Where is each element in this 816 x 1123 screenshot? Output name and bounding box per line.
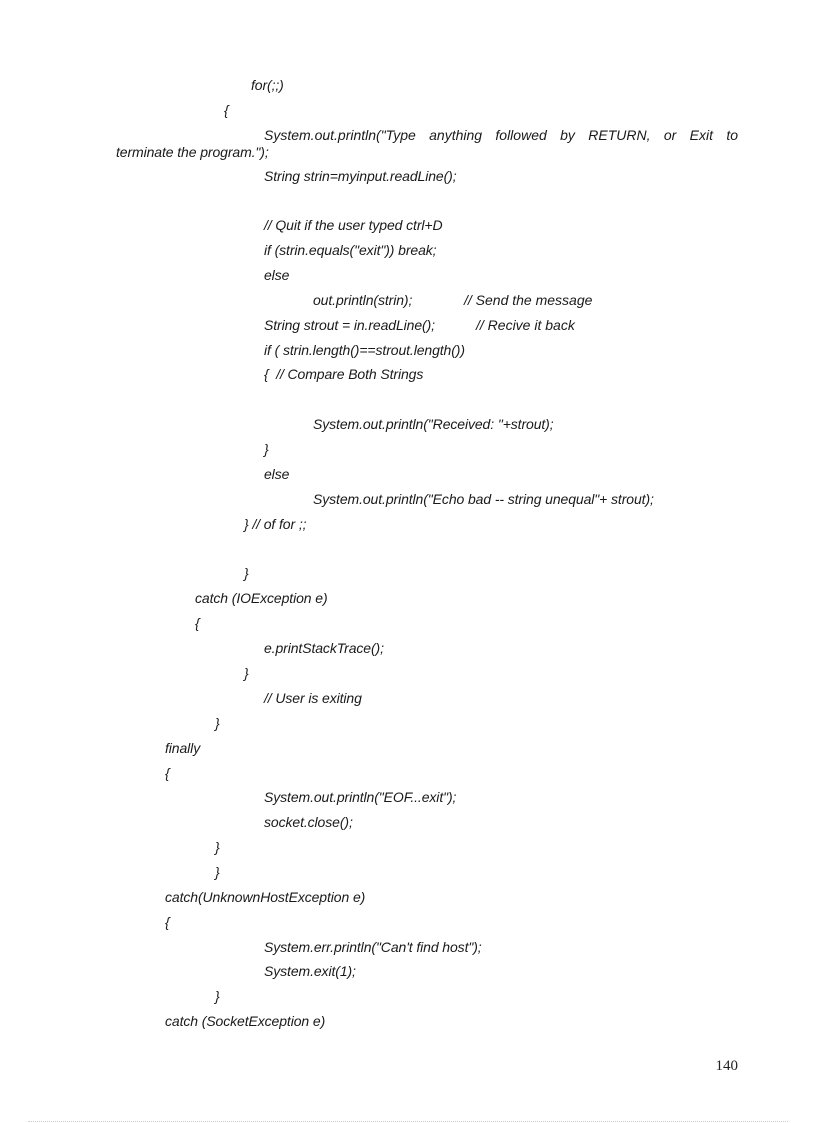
code-line: }: [215, 988, 220, 1004]
code-line: { // Compare Both Strings: [264, 366, 424, 382]
code-line: catch (SocketException e): [165, 1013, 326, 1029]
code-line: finally: [165, 740, 201, 756]
code-comment: // User is exiting: [264, 690, 362, 706]
code-line: System.out.println("Echo bad -- string unequal"+ strout);: [313, 491, 654, 507]
page-number: 140: [715, 1058, 738, 1074]
code-line: }: [215, 864, 220, 880]
code-line: System.err.println("Can't find host");: [264, 939, 482, 955]
code-line: e.printStackTrace();: [264, 640, 384, 656]
page-bottom-rule: [28, 1121, 788, 1122]
code-line: } // of for ;;: [244, 516, 307, 532]
code-line: catch(UnknownHostException e): [165, 889, 366, 905]
code-line: socket.close();: [264, 814, 353, 830]
code-line: else: [264, 267, 290, 283]
code-comment: // Recive it back: [476, 317, 575, 333]
code-line: }: [215, 839, 220, 855]
code-line: System.out.println("Type anything followed by RETURN, or Exit to: [264, 127, 738, 143]
code-line: String strin=myinput.readLine();: [264, 168, 457, 184]
code-line: for(;;): [251, 77, 284, 93]
code-line: String strout = in.readLine();: [264, 317, 435, 333]
code-line: else: [264, 466, 290, 482]
code-line: terminate the program.");: [116, 144, 269, 160]
code-line: if ( strin.length()==strout.length()): [264, 342, 465, 358]
code-line: {: [165, 765, 170, 781]
code-line: }: [244, 665, 249, 681]
code-line: }: [244, 565, 249, 581]
code-line: out.println(strin);: [313, 292, 413, 308]
code-comment: // Quit if the user typed ctrl+D: [264, 217, 443, 233]
code-line: catch (IOException e): [195, 590, 328, 606]
code-line: {: [195, 615, 200, 631]
code-line: System.out.println("EOF...exit");: [264, 789, 457, 805]
code-line: {: [224, 102, 229, 118]
code-line: }: [215, 715, 220, 731]
code-line: if (strin.equals("exit")) break;: [264, 242, 437, 258]
code-line: }: [264, 441, 269, 457]
code-line: System.exit(1);: [264, 963, 356, 979]
code-line: {: [165, 914, 170, 930]
code-comment: // Send the message: [464, 292, 593, 308]
code-line: System.out.println("Received: "+strout);: [313, 416, 554, 432]
